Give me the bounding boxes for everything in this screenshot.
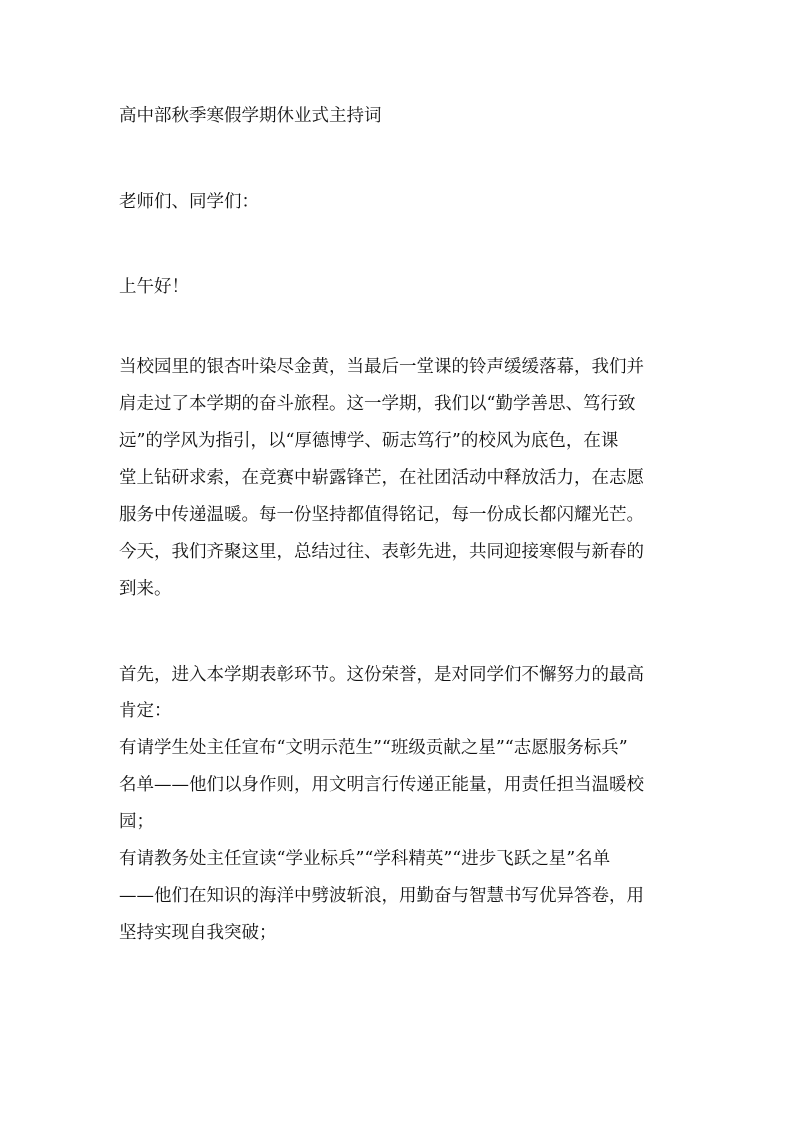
- document-title: 高中部秋季寒假学期休业式主持词: [119, 106, 382, 126]
- paragraph-line: 坚持实现自我突破；: [119, 923, 277, 943]
- paragraph-line: 服务中传递温暖。每一份坚持都值得铭记，每一份成长都闪耀光芒。: [119, 505, 644, 525]
- paragraph-line: 园；: [119, 812, 154, 832]
- paragraph-line: 名单——他们以身作则，用文明言行传递正能量，用责任担当温暖校: [119, 775, 644, 795]
- greeting: 上午好！: [119, 277, 189, 297]
- paragraph-line: 肩走过了本学期的奋斗旅程。这一学期，我们以“勤学善思、笃行致: [119, 394, 636, 414]
- paragraph-line: 肯定：: [119, 701, 172, 721]
- paragraph-line: 到来。: [119, 579, 172, 599]
- salutation: 老师们、同学们：: [119, 192, 259, 212]
- paragraph-line: ——他们在知识的海洋中劈波斩浪，用勤奋与智慧书写优异答卷，用: [119, 886, 644, 906]
- paragraph-line: 当校园里的银杏叶染尽金黄，当最后一堂课的铃声缓缓落幕，我们并: [119, 357, 644, 377]
- paragraph-line: 堂上钻研求索，在竞赛中崭露锋芒，在社团活动中释放活力，在志愿: [119, 468, 644, 488]
- paragraph-line: 首先，进入本学期表彰环节。这份荣誉，是对同学们不懈努力的最高: [119, 665, 644, 685]
- paragraph-line: 远”的学风为指引，以“厚德博学、砺志笃行”的校风为底色，在课: [119, 431, 619, 451]
- paragraph-line: 有请学生处主任宣布“文明示范生”“班级贡献之星”“志愿服务标兵”: [119, 738, 628, 758]
- paragraph-line: 今天，我们齐聚这里，总结过往、表彰先进，共同迎接寒假与新春的: [119, 542, 644, 562]
- paragraph-line: 有请教务处主任宣读“学业标兵”“学科精英”“进步飞跃之星”名单: [119, 849, 611, 869]
